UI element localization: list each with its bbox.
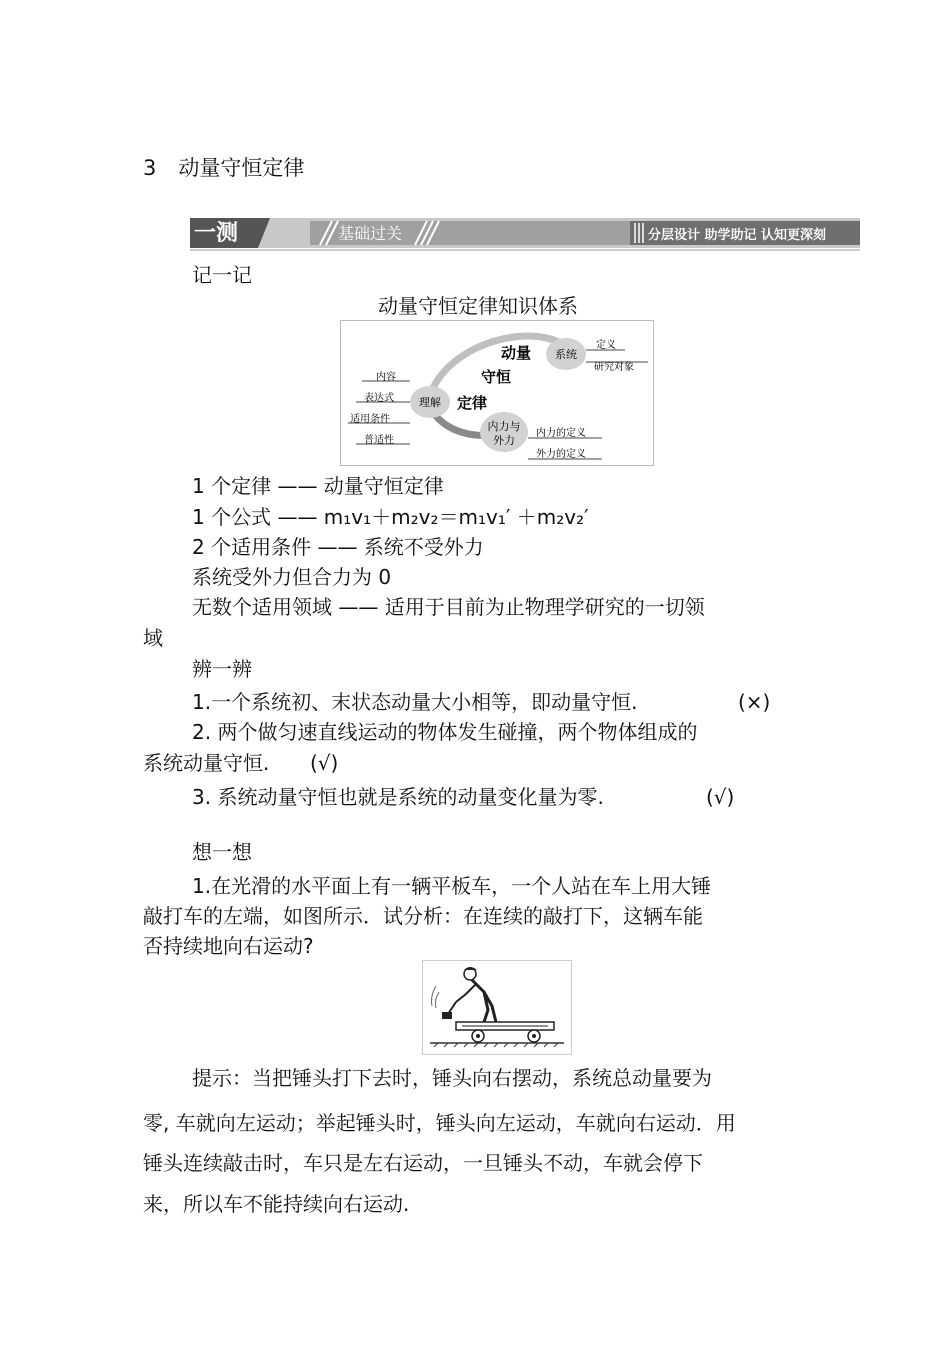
section-banner	[190, 208, 860, 258]
mindmap-subtitle: 动量守恒定律知识体系	[378, 294, 578, 318]
judge-item-3-text: 3. 系统动量守恒也就是系统的动量变化量为零.	[192, 785, 604, 809]
mindmap-understand-node: 理解	[419, 396, 441, 409]
judge-item-2-text-1: 2. 两个做匀速直线运动的物体发生碰撞，两个物体组成的	[192, 720, 698, 744]
mindmap-understand-item-4: 普适性	[364, 435, 394, 446]
banner-middle-label: 基础过关	[338, 224, 403, 243]
judge-item-2-text-2: 系统动量守恒.	[143, 751, 270, 775]
mindmap-understand-item-2: 表达式	[364, 393, 394, 404]
hint-line-3: 锤头连续敲击时，车只是左右运动，一旦锤头不动，车就会停下	[143, 1151, 703, 1175]
knowledge-mindmap	[340, 320, 654, 466]
summary-line-2: 1 个公式 —— m₁v₁＋m₂v₂＝m₁v₁′ ＋m₂v₂′	[192, 505, 589, 529]
summary-line-3: 2 个适用条件 —— 系统不受外力	[192, 535, 484, 559]
remember-heading: 记一记	[192, 263, 252, 287]
section-title	[143, 152, 304, 182]
mindmap-center-3: 定律	[456, 394, 488, 412]
mindmap-center-2: 守恒	[480, 368, 512, 386]
summary-line-6: 域	[143, 626, 163, 650]
judge-item-2-mark: (√)	[310, 751, 339, 775]
section-title-text: 动量守恒定律	[178, 156, 305, 180]
hint-line-4: 来，所以车不能持续向右运动.	[143, 1192, 410, 1216]
summary-line-4: 系统受外力但合力为 0	[192, 565, 392, 589]
mindmap-understand-item-3: 适用条件	[350, 414, 390, 425]
cart-hammer-figure	[422, 960, 572, 1055]
mindmap-system-node: 系统	[555, 348, 577, 361]
judge-item-3-mark: (√)	[706, 785, 735, 809]
think-question-line-1: 1.在光滑的水平面上有一辆平板车，一个人站在车上用大锤	[192, 874, 712, 898]
hint-line-1: 提示：当把锤头打下去时，锤头向右摆动，系统总动量要为	[192, 1066, 712, 1090]
banner-left-label: 一测	[194, 221, 239, 246]
mindmap-system-item-1: 定义	[596, 340, 616, 351]
judge-item-1-mark: (×)	[738, 690, 771, 714]
think-heading: 想一想	[192, 840, 252, 864]
mindmap-forces-item-2: 外力的定义	[536, 449, 586, 460]
mindmap-understand-item-1: 内容	[376, 372, 396, 383]
judge-heading: 辨一辨	[192, 657, 252, 681]
section-number: 3	[143, 156, 157, 180]
mindmap-forces-item-1: 内力的定义	[536, 428, 586, 439]
mindmap-forces-node-1: 内力与	[487, 420, 521, 433]
mindmap-forces-node-2: 外力	[493, 434, 515, 447]
summary-line-5: 无数个适用领域 —— 适用于目前为止物理学研究的一切领	[192, 595, 705, 619]
judge-item-1-text: 1.一个系统初、末状态动量大小相等，即动量守恒.	[192, 690, 638, 714]
summary-line-1: 1 个定律 —— 动量守恒定律	[192, 474, 444, 498]
hint-line-2: 零, 车就向左运动；举起锤头时，锤头向左运动，车就向右运动．用	[143, 1111, 736, 1135]
think-question-line-2: 敲打车的左端，如图所示．试分析：在连续的敲打下，这辆车能	[143, 904, 703, 928]
mindmap-center-1: 动量	[500, 344, 532, 362]
banner-right-label: 分层设计 助学助记 认知更深刻	[648, 228, 827, 243]
think-question-line-3: 否持续地向右运动?	[143, 934, 314, 958]
mindmap-system-item-2: 研究对象	[594, 362, 634, 373]
